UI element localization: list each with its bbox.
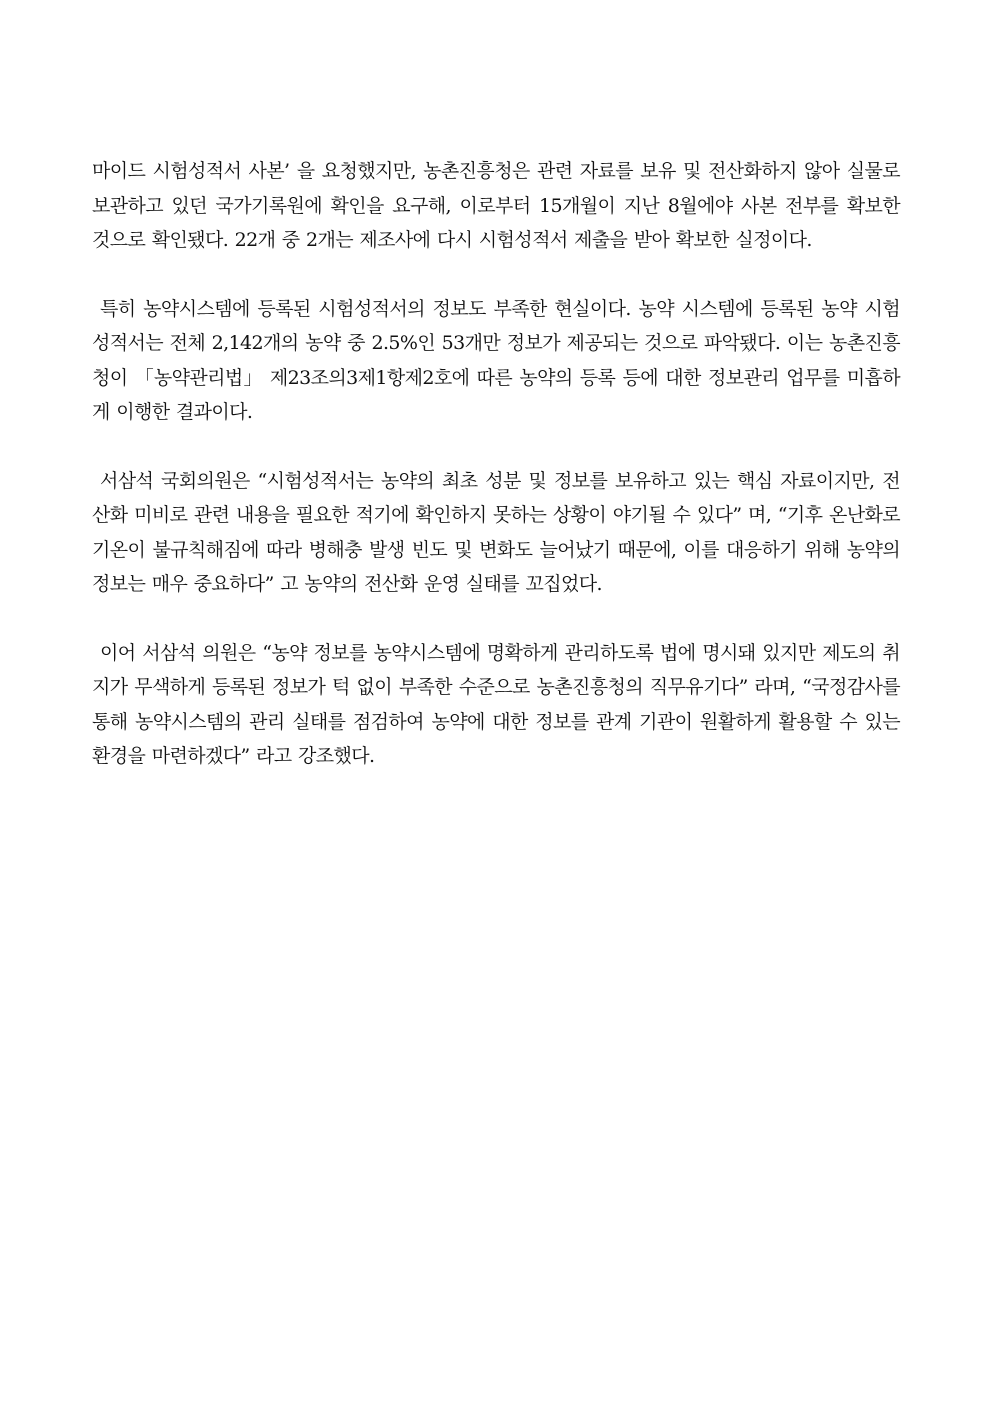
paragraph-1: 마이드 시험성적서 사본’ 을 요청했지만, 농촌진흥청은 관련 자료를 보유 및 전산화하지 않아 실물로 보관하고 있던 국가기록원에 확인을 요구해, 이로부터 15개월이 지난 8월에야 사본 전부를 확보한 것으로 확인됐다. 22개 중 2개는 제조사에 다시 시험성적서 제출을 받아 확보한 실정이다. xyxy=(92,160,900,251)
paragraph-4: 이어 서삼석 의원은 “농약 정보를 농약시스템에 명확하게 관리하도록 법에 명시돼 있지만 제도의 취지가 무색하게 등록된 정보가 턱 없이 부족한 수준으로 농촌진흥청의 직무유기다” 라며, “국정감사를 통해 농약시스템의 관리 실태를 점검하여 농약에 대한 정보를 관계 기관이 원활하게 활용할 수 있는 환경을 마련하겠다” 라고 강조했다. xyxy=(92,641,900,767)
paragraph-3: 서삼석 국회의원은 “시험성적서는 농약의 최초 성분 및 정보를 보유하고 있는 핵심 자료이지만, 전산화 미비로 관련 내용을 필요한 적기에 확인하지 못하는 상황이 야기될 수 있다” 며, “기후 온난화로 기온이 불규칙해짐에 따라 병해충 발생 빈도 및 변화도 늘어났기 때문에, 이를 대응하기 위해 농약의 정보는 매우 중요하다” 고 농약의 전산화 운영 실태를 꼬집었다. xyxy=(92,469,900,595)
paragraph-2: 특히 농약시스템에 등록된 시험성적서의 정보도 부족한 현실이다. 농약 시스템에 등록된 농약 시험성적서는 전체 2,142개의 농약 중 2.5%인 53개만 정보가 제공되는 것으로 파악됐다. 이는 농촌진흥청이 「농약관리법」 제23조의3제1항제2호에 따른 농약의 등록 등에 대한 정보관리 업무를 미흡하게 이행한 결과이다. xyxy=(92,297,900,423)
document-body xyxy=(92,154,900,808)
